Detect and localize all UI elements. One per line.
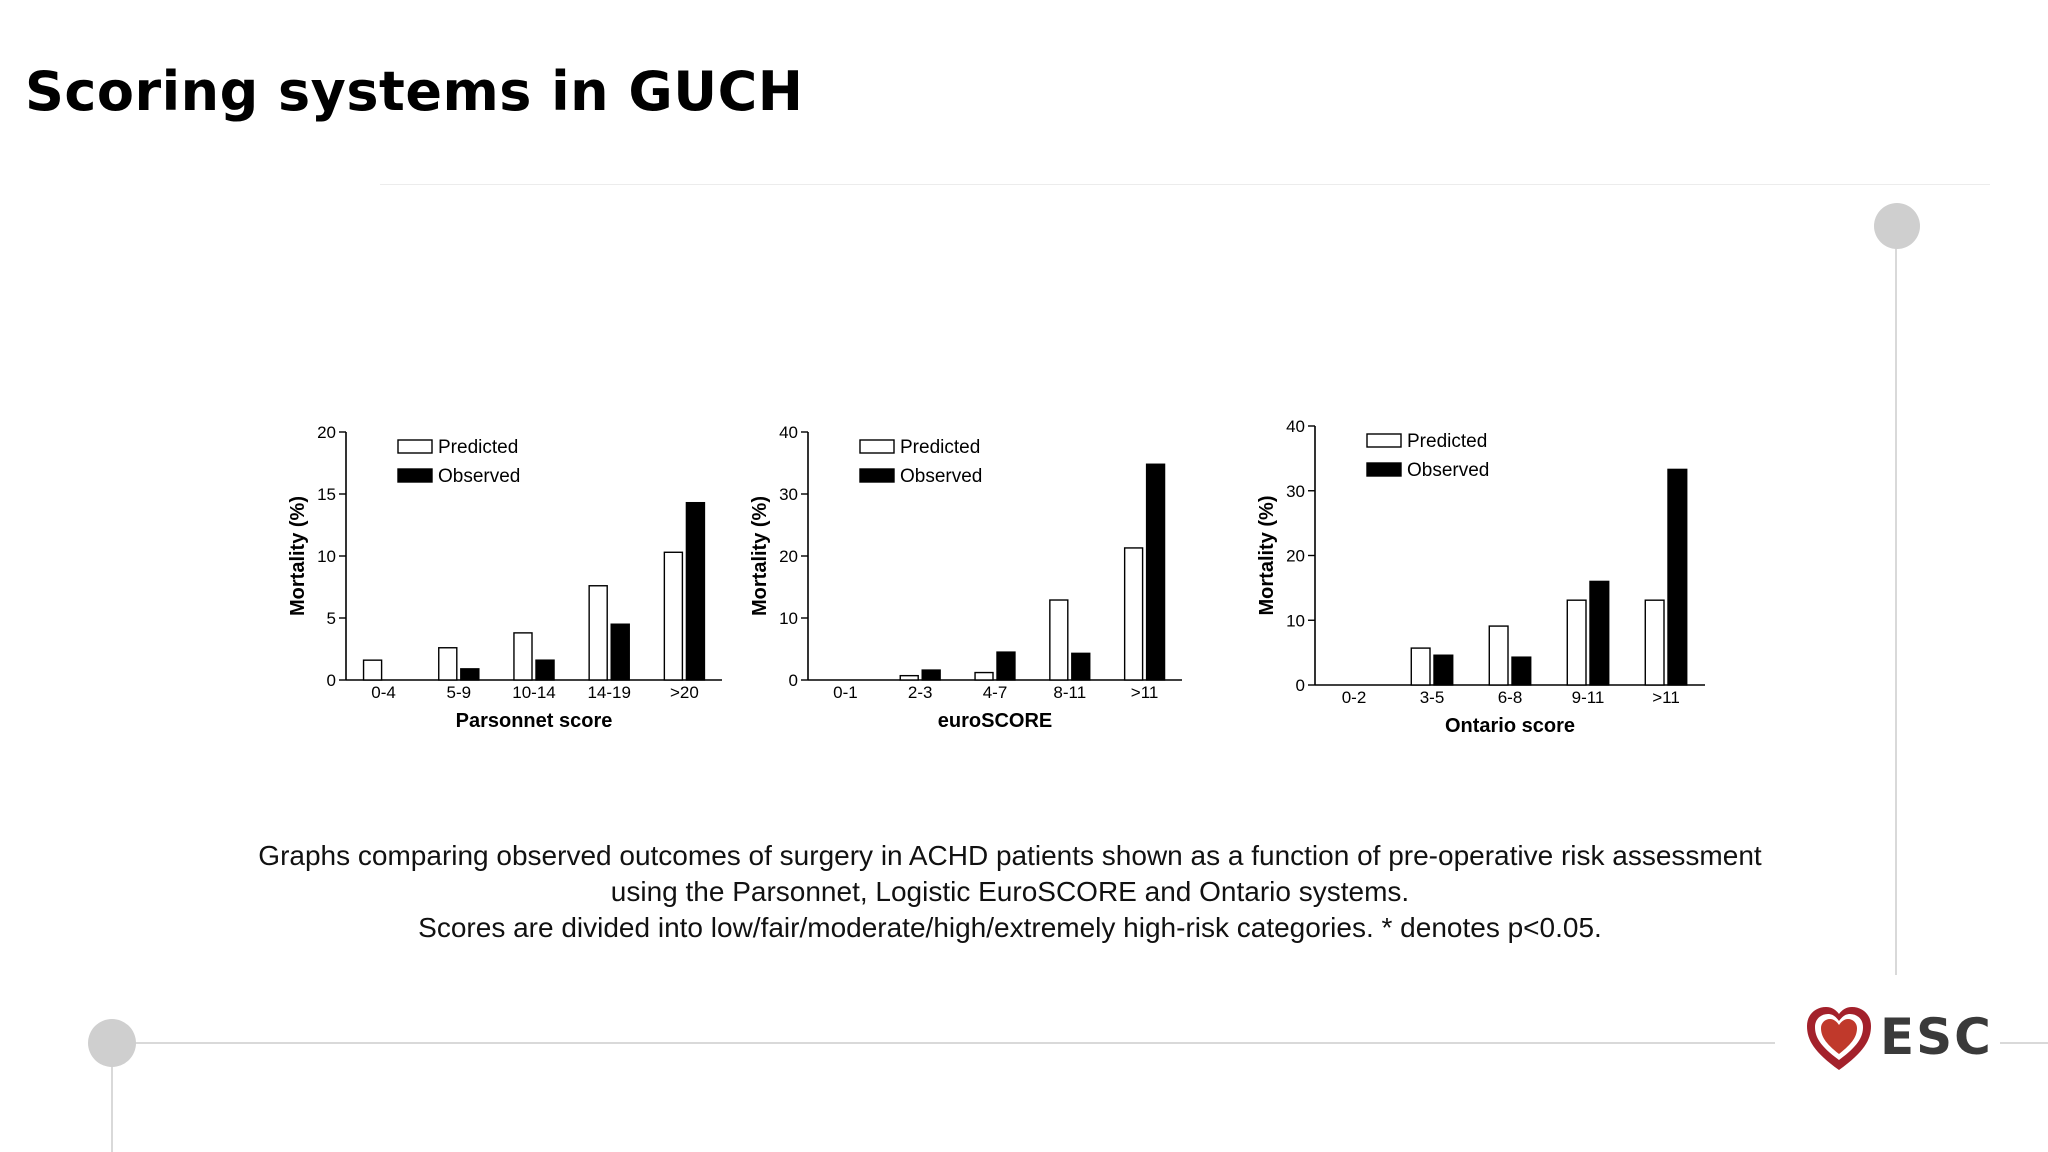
chart3-bar-observed	[1512, 657, 1531, 685]
chart3-x-tick-label: 0-2	[1341, 688, 1367, 707]
chart1-y-axis-title: Mortality (%)	[287, 496, 309, 616]
chart1-legend-swatch-predicted	[398, 440, 432, 453]
chart3-y-tick-label: 20	[1286, 546, 1305, 566]
chart3-x-tick-label: 3-5	[1419, 688, 1445, 707]
chart1-bar-observed	[536, 660, 554, 680]
chart3-x-tick-label: 6-8	[1497, 688, 1523, 707]
logo-text: ESC	[1880, 1008, 1993, 1066]
chart1-bar-predicted	[589, 586, 607, 680]
chart1-bar-observed	[611, 624, 629, 680]
chart2-bar-observed	[1072, 653, 1090, 680]
chart2-legend-swatch-observed	[860, 469, 894, 482]
chart1-legend-label-predicted: Predicted	[438, 437, 519, 458]
chart1-y-tick-label: 15	[317, 485, 336, 504]
chart1-x-axis-title: Parsonnet score	[455, 710, 613, 732]
chart2-bar-observed	[1147, 464, 1165, 680]
chart2-y-axis-title: Mortality (%)	[749, 496, 771, 616]
chart1-bar-observed	[461, 669, 479, 680]
caption-line-2: using the Parsonnet, Logistic EuroSCORE and Ontario systems.	[610, 876, 1410, 907]
slide-title: Scoring systems in GUCH	[25, 60, 804, 123]
chart2-x-axis-title: euroSCORE	[937, 710, 1053, 732]
chart2-bar-predicted	[975, 673, 993, 680]
chart2-y-tick-label: 40	[779, 423, 798, 442]
chart2-bar-observed	[997, 652, 1015, 680]
caption-line-1: Graphs comparing observed outcomes of surgery in ACHD patients shown as a function of pre-operative risk assessment	[258, 840, 1762, 871]
chart1-x-tick-label: 5-9	[446, 683, 472, 702]
chart3-bar-observed	[1434, 655, 1453, 685]
chart3-y-tick-label: 40	[1286, 417, 1305, 436]
chart2-y-tick-label: 10	[779, 609, 798, 628]
chart1-y-tick-label: 0	[326, 671, 336, 690]
chart3-y-tick-label: 30	[1286, 481, 1305, 501]
esc-logo	[1800, 1000, 1993, 1080]
heart-logo-icon	[1804, 1004, 1874, 1076]
chart3-bar-observed	[1590, 581, 1609, 685]
chart2-bar-observed	[922, 670, 940, 680]
chart3-bar-predicted	[1411, 648, 1430, 685]
chart1-legend-swatch-observed	[398, 469, 432, 482]
chart3-legend-swatch-observed	[1367, 463, 1401, 476]
chart3-x-axis-title: Ontario score	[1444, 715, 1576, 737]
caption-line-3: Scores are divided into low/fair/moderate/high/extremely high-risk categories. * denotes p<0.05.	[418, 912, 1602, 943]
chart2-bar-predicted	[1125, 548, 1143, 680]
chart1-bar-observed	[686, 503, 704, 680]
chart3-y-axis-title: Mortality (%)	[1256, 495, 1278, 616]
chart1-x-tick-label: 0-4	[371, 683, 396, 702]
chart2-bar-predicted	[1050, 600, 1068, 680]
chart2-bar-predicted	[900, 676, 918, 680]
chart1-y-tick-label: 5	[326, 609, 336, 628]
chart3-bar-predicted	[1645, 600, 1664, 685]
chart3-y-tick-label: 10	[1286, 611, 1305, 631]
chart1-bar-predicted	[514, 633, 532, 680]
chart1-y-tick-label: 10	[317, 547, 336, 566]
chart1-x-tick-label: 14-19	[587, 683, 631, 702]
chart3-bar-observed	[1668, 469, 1687, 685]
chart2-x-tick-label: 0-1	[833, 683, 858, 702]
chart1-bar-predicted	[439, 648, 457, 680]
chart2-x-tick-label: 8-11	[1053, 683, 1087, 702]
chart1-bar-predicted	[364, 660, 382, 680]
chart3-bar-predicted	[1567, 600, 1586, 685]
chart2-legend-swatch-predicted	[860, 440, 894, 453]
chart2-legend-label-observed: Observed	[900, 466, 983, 487]
chart2-legend-label-predicted: Predicted	[900, 437, 981, 458]
chart2-y-tick-label: 0	[788, 671, 798, 690]
chart3-legend-label-observed: Observed	[1407, 460, 1490, 481]
figure-caption	[130, 838, 1890, 946]
chart3-y-tick-label: 0	[1295, 676, 1305, 695]
chart3-legend-swatch-predicted	[1367, 434, 1401, 447]
chart3-x-tick-label: 9-11	[1571, 688, 1605, 707]
chart1-legend-label-observed: Observed	[438, 466, 521, 487]
chart2-x-tick-label: 2-3	[907, 683, 933, 702]
chart3-legend-label-predicted: Predicted	[1407, 431, 1488, 452]
chart1-y-tick-label: 20	[317, 423, 336, 442]
chart1-bar-predicted	[664, 552, 682, 680]
chart2-y-tick-label: 30	[779, 485, 798, 504]
chart1-x-tick-label: >20	[669, 683, 699, 702]
chart2-x-tick-label: 4-7	[982, 683, 1008, 702]
chart3-x-tick-label: >11	[1652, 688, 1680, 707]
chart3-bar-predicted	[1489, 626, 1508, 685]
chart2-x-tick-label: >11	[1130, 683, 1159, 702]
chart1-x-tick-label: 10-14	[512, 683, 556, 702]
chart2-y-tick-label: 20	[779, 547, 798, 566]
